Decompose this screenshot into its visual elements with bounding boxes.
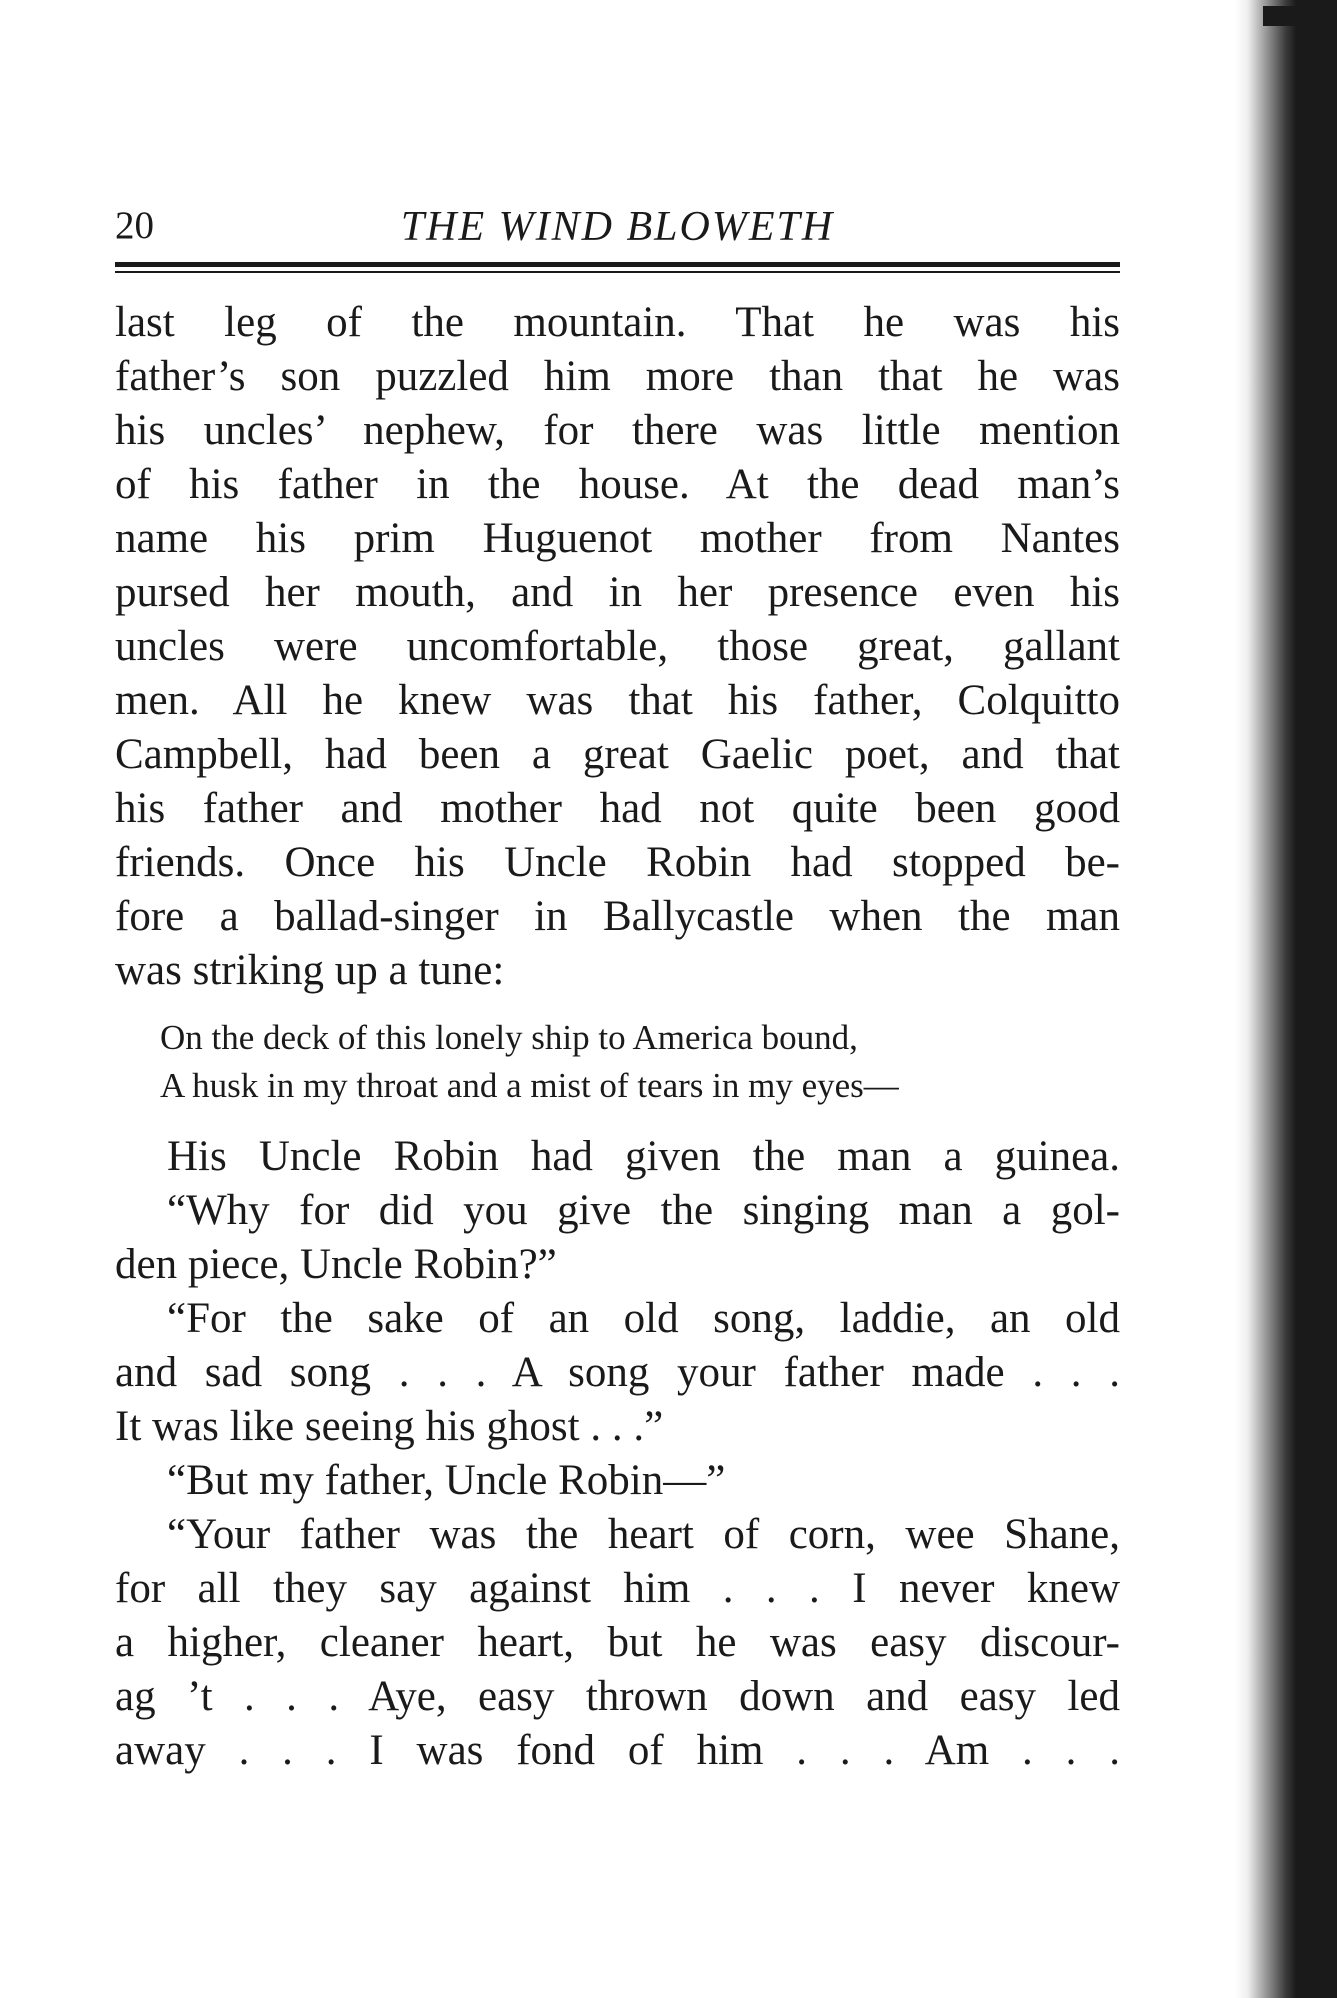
body-text [115, 296, 1120, 1778]
text-line: It was like seeing his ghost . . .” [115, 1403, 664, 1450]
paragraph-2 [115, 1130, 1120, 1778]
text-line: men. All he knew was that his father, Colquitto [115, 677, 1120, 724]
verse-line: A husk in my throat and a mist of tears in my eyes— [160, 1066, 899, 1105]
verse-quote [115, 1014, 1120, 1110]
header-rule-thin [115, 271, 1120, 273]
text-line: away . . . I was fond of him . . . Am . . . [115, 1727, 1120, 1774]
text-line: Campbell, had been a great Gaelic poet, and that [115, 731, 1120, 778]
verse-line: On the deck of this lonely ship to America bound, [160, 1018, 858, 1057]
running-title: THE WIND BLOWETH [400, 204, 835, 250]
text-line: “But my father, Uncle Robin—” [167, 1457, 726, 1504]
text-line: “Your father was the heart of corn, wee Shane, [167, 1511, 1120, 1558]
text-line: and sad song . . . A song your father made . . . [115, 1349, 1120, 1396]
text-line: of his father in the house. At the dead man’s [115, 461, 1120, 508]
text-line: last leg of the mountain. That he was his [115, 299, 1120, 346]
paragraph-1 [115, 296, 1120, 998]
book-spine-edge [1235, 0, 1337, 1998]
text-line: his uncles’ nephew, for there was little mention [115, 407, 1120, 454]
text-line: pursed her mouth, and in her presence even his [115, 569, 1120, 616]
text-line: fore a ballad-singer in Ballycastle when the man [115, 893, 1120, 940]
text-line: a higher, cleaner heart, but he was easy discour- [115, 1619, 1120, 1666]
text-line: father’s son puzzled him more than that he was [115, 353, 1120, 400]
text-line: ag ’t . . . Aye, easy thrown down and easy led [115, 1673, 1120, 1720]
header-rule-thick [115, 262, 1120, 267]
text-line: for all they say against him . . . I never knew [115, 1565, 1120, 1612]
text-line: “Why for did you give the singing man a gol- [167, 1187, 1120, 1234]
text-line: den piece, Uncle Robin?” [115, 1241, 557, 1288]
text-line: his father and mother had not quite been good [115, 785, 1120, 832]
page-number: 20 [115, 204, 154, 247]
text-line: His Uncle Robin had given the man a guinea. [167, 1133, 1120, 1180]
text-line: uncles were uncomfortable, those great, gallant [115, 623, 1120, 670]
book-spine-top [1263, 6, 1337, 26]
text-line: was striking up a tune: [115, 947, 505, 994]
text-line: “For the sake of an old song, laddie, an old [167, 1295, 1120, 1342]
text-line: name his prim Huguenot mother from Nantes [115, 515, 1120, 562]
page-header [115, 203, 1120, 259]
text-line: friends. Once his Uncle Robin had stopped be- [115, 839, 1120, 886]
